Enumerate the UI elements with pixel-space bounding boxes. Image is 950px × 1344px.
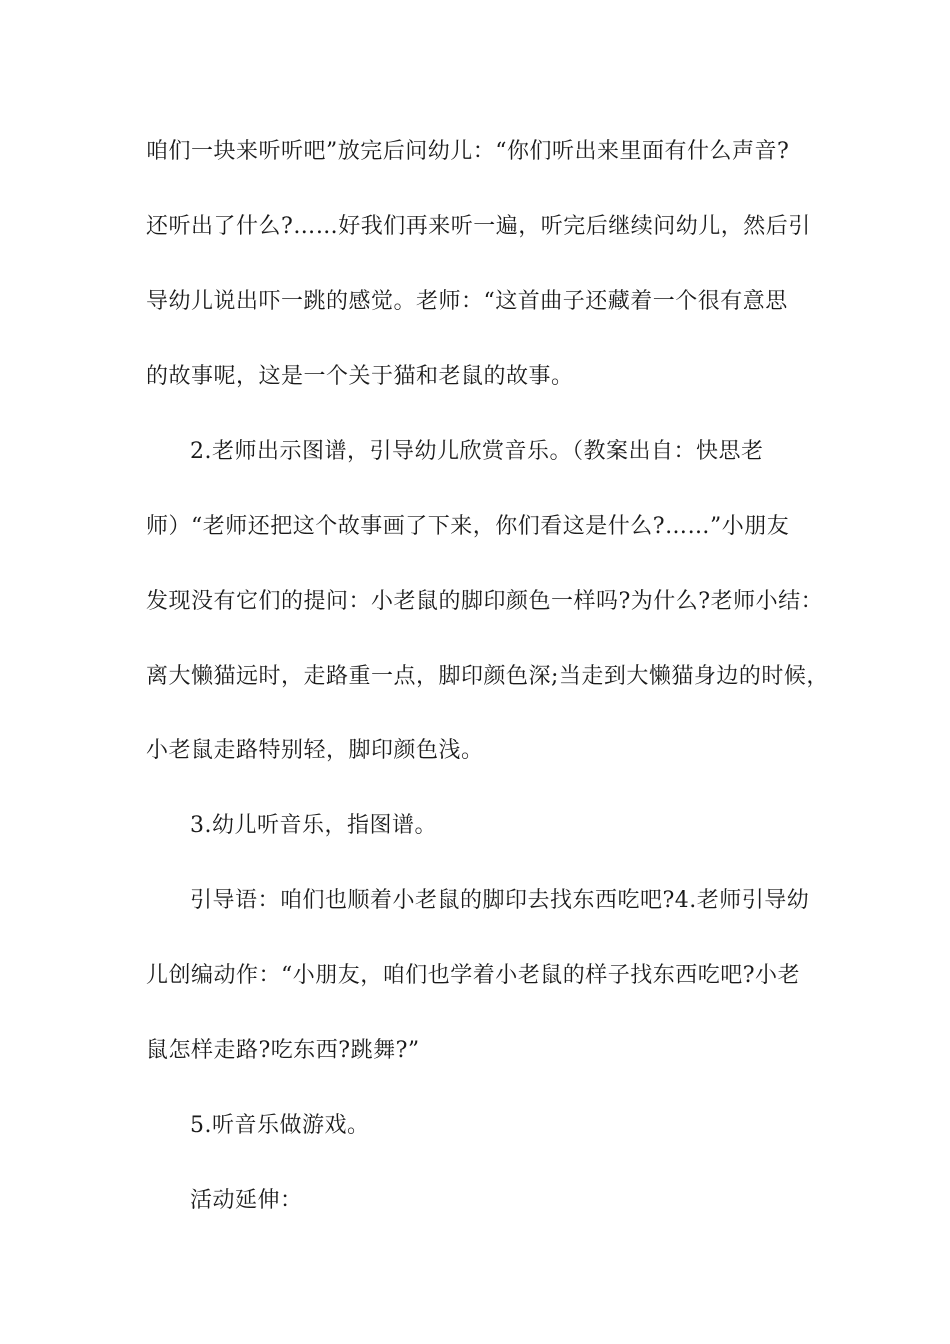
paragraph-line: 2.老师出示图谱，引导幼儿欣赏音乐。（教案出自：快思老 bbox=[190, 439, 764, 464]
paragraph-line: 儿创编动作：“小朋友，咱们也学着小老鼠的样子找东西吃吧?小老 bbox=[146, 963, 801, 988]
paragraph-line: 的故事呢，这是一个关于猫和老鼠的故事。 bbox=[146, 364, 574, 389]
paragraph-line: 咱们一块来听听吧”放完后问幼儿：“你们听出来里面有什么声音? bbox=[146, 139, 790, 164]
paragraph-line: 还听出了什么?……好我们再来听一遍，听完后继续问幼儿，然后引 bbox=[146, 214, 811, 239]
paragraph-line: 鼠怎样走路?吃东西?跳舞?” bbox=[146, 1038, 420, 1063]
paragraph-line: 师）“老师还把这个故事画了下来，你们看这是什么?……”小朋友 bbox=[146, 514, 790, 539]
paragraph-line: 5.听音乐做游戏。 bbox=[190, 1113, 370, 1138]
paragraph-line: 离大懒猫远时，走路重一点，脚印颜色深;当走到大懒猫身边的时候， bbox=[146, 664, 829, 689]
paragraph-line: 3.幼儿听音乐，指图谱。 bbox=[190, 813, 437, 838]
paragraph-line: 活动延伸： bbox=[190, 1188, 303, 1213]
paragraph-line: 发现没有它们的提问：小老鼠的脚印颜色一样吗?为什么?老师小结： bbox=[146, 589, 824, 614]
paragraph-line: 导幼儿说出吓一跳的感觉。老师：“这首曲子还藏着一个很有意思 bbox=[146, 289, 788, 314]
paragraph-line: 引导语：咱们也顺着小老鼠的脚印去找东西吃吧?4.老师引导幼 bbox=[190, 888, 810, 913]
paragraph-line: 小老鼠走路特别轻，脚印颜色浅。 bbox=[146, 738, 484, 763]
